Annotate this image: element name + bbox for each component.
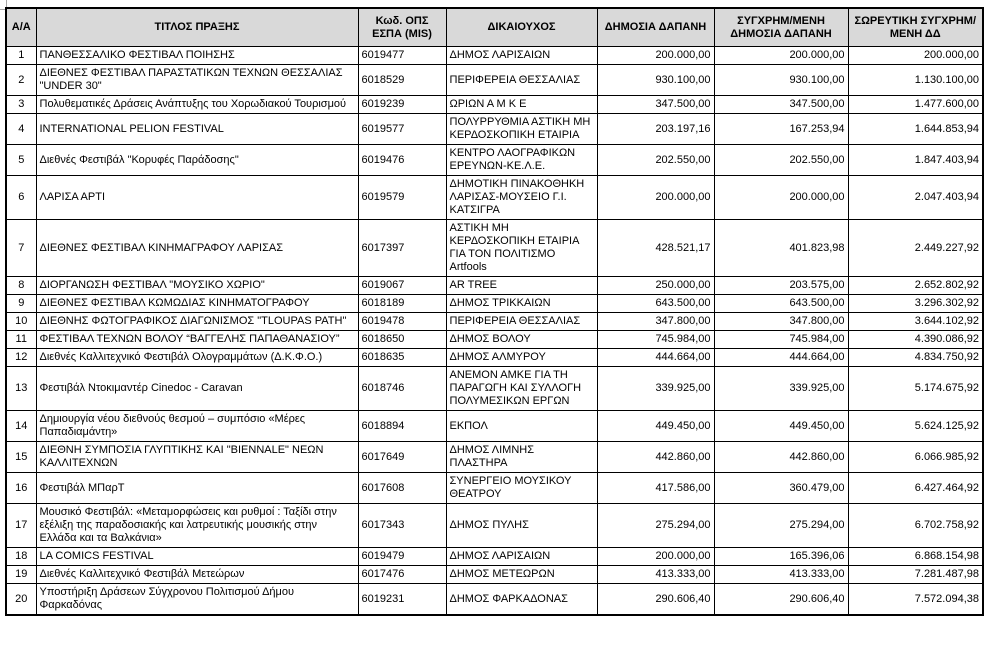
header-cell-mis: Κωδ. ΟΠΣ ΕΣΠΑ (MIS) xyxy=(358,8,446,47)
table-row xyxy=(6,367,983,411)
cell-mis-code: 6018529 xyxy=(358,65,446,96)
cell-index: 19 xyxy=(6,566,36,584)
cell-cofinanced-expense: 449.450,00 xyxy=(714,411,848,442)
cell-cofinanced-expense: 930.100,00 xyxy=(714,65,848,96)
cell-title: LA COMICS FESTIVAL xyxy=(36,548,358,566)
cell-public-expense: 290.606,40 xyxy=(597,584,714,616)
cell-public-expense: 930.100,00 xyxy=(597,65,714,96)
cell-index: 4 xyxy=(6,114,36,145)
cell-index: 18 xyxy=(6,548,36,566)
table-row xyxy=(6,331,983,349)
cell-mis-code: 6019067 xyxy=(358,277,446,295)
cell-title: Φεστιβάλ Ντοκιμαντέρ Cinedoc - Caravan xyxy=(36,367,358,411)
cell-mis-code: 6017649 xyxy=(358,442,446,473)
header-cell-beneficiary: ΔΙΚΑΙΟΥΧΟΣ xyxy=(446,8,597,47)
cell-index: 11 xyxy=(6,331,36,349)
cell-cumulative-cofinanced: 1.130.100,00 xyxy=(848,65,983,96)
projects-table xyxy=(5,7,984,616)
cell-mis-code: 6019231 xyxy=(358,584,446,616)
cell-cumulative-cofinanced: 4.390.086,92 xyxy=(848,331,983,349)
table-row xyxy=(6,65,983,96)
cell-index: 7 xyxy=(6,220,36,277)
cell-mis-code: 6019477 xyxy=(358,47,446,65)
cell-cofinanced-expense: 200.000,00 xyxy=(714,176,848,220)
cell-beneficiary: ΔΗΜΟΣ ΤΡΙΚΚΑΙΩΝ xyxy=(446,295,597,313)
header-cell-title: ΤΙΤΛΟΣ ΠΡΑΞΗΣ xyxy=(36,8,358,47)
cell-cumulative-cofinanced: 3.644.102,92 xyxy=(848,313,983,331)
cell-mis-code: 6019579 xyxy=(358,176,446,220)
cell-cumulative-cofinanced: 1.847.403,94 xyxy=(848,145,983,176)
cell-title: Μουσικό Φεστιβάλ: «Μεταμορφώσεις και ρυθμοί : Ταξίδι στην εξέλιξη της παραδοσιακής και λατρευτικής μουσικής στην Ελλάδα και τα Βαλκάνια» xyxy=(36,504,358,548)
cell-title: Δημιουργία νέου διεθνούς θεσμού – συμπόσιο «Μέρες Παπαδιαμάντη» xyxy=(36,411,358,442)
cell-title: ΔΙΕΘΝΕΣ ΦΕΣΤΙΒΑΛ ΠΑΡΑΣΤΑΤΙΚΩΝ ΤΕΧΝΩΝ ΘΕΣΣΑΛΙΑΣ "UNDER 30" xyxy=(36,65,358,96)
cell-index: 14 xyxy=(6,411,36,442)
cell-index: 10 xyxy=(6,313,36,331)
table-row xyxy=(6,548,983,566)
table-row xyxy=(6,349,983,367)
cell-beneficiary: ΠΟΛΥΡΡΥΘΜΙΑ ΑΣΤΙΚΗ ΜΗ ΚΕΡΔΟΣΚΟΠΙΚΗ ΕΤΑΙΡΙΑ xyxy=(446,114,597,145)
cell-beneficiary: ΚΕΝΤΡΟ ΛΑΟΓΡΑΦΙΚΩΝ ΕΡΕΥΝΩΝ-ΚΕ.Λ.Ε. xyxy=(446,145,597,176)
cell-cumulative-cofinanced: 2.652.802,92 xyxy=(848,277,983,295)
cell-cumulative-cofinanced: 1.644.853,94 xyxy=(848,114,983,145)
cell-title: ΠΑΝΘΕΣΣΑΛΙΚΟ ΦΕΣΤΙΒΑΛ ΠΟΙΗΣΗΣ xyxy=(36,47,358,65)
cell-beneficiary: ΔΗΜΟΣ ΛΑΡΙΣΑΙΩΝ xyxy=(446,47,597,65)
cell-title: ΛΑΡΙΣΑ ΑΡΤΙ xyxy=(36,176,358,220)
cell-mis-code: 6019479 xyxy=(358,548,446,566)
cell-cumulative-cofinanced: 7.281.487,98 xyxy=(848,566,983,584)
cell-index: 8 xyxy=(6,277,36,295)
cell-cofinanced-expense: 413.333,00 xyxy=(714,566,848,584)
cell-beneficiary: ΔΗΜΟΣ ΜΕΤΕΩΡΩΝ xyxy=(446,566,597,584)
cell-beneficiary: ΩΡΙΩΝ Α Μ Κ Ε xyxy=(446,96,597,114)
cell-mis-code: 6018894 xyxy=(358,411,446,442)
table-row xyxy=(6,220,983,277)
cell-cumulative-cofinanced: 6.427.464,92 xyxy=(848,473,983,504)
document-page xyxy=(5,7,984,616)
cell-mis-code: 6018189 xyxy=(358,295,446,313)
cell-index: 15 xyxy=(6,442,36,473)
cell-index: 16 xyxy=(6,473,36,504)
cell-cumulative-cofinanced: 7.572.094,38 xyxy=(848,584,983,616)
cell-title: ΔΙΟΡΓΑΝΩΣΗ ΦΕΣΤΙΒΑΛ "ΜΟΥΣΙΚΟ ΧΩΡΙΟ" xyxy=(36,277,358,295)
cell-index: 3 xyxy=(6,96,36,114)
cell-title: ΔΙΕΘΝΕΣ ΦΕΣΤΙΒΑΛ ΚΩΜΩΔΙΑΣ ΚΙΝΗΜΑΤΟΓΡΑΦΟΥ xyxy=(36,295,358,313)
cell-title: Διεθνές Καλλιτεχνικό Φεστιβάλ Ολογραμμάτων (Δ.Κ.Φ.Ο.) xyxy=(36,349,358,367)
table-row xyxy=(6,277,983,295)
table-row xyxy=(6,566,983,584)
cell-title: ΔΙΕΘΝΕΣ ΦΕΣΤΙΒΑΛ ΚΙΝΗΜΑΓΡΑΦΟΥ ΛΑΡΙΣΑΣ xyxy=(36,220,358,277)
cell-mis-code: 6019478 xyxy=(358,313,446,331)
cell-public-expense: 347.500,00 xyxy=(597,96,714,114)
cell-index: 2 xyxy=(6,65,36,96)
cell-index: 5 xyxy=(6,145,36,176)
cell-mis-code: 6019476 xyxy=(358,145,446,176)
cell-cumulative-cofinanced: 200.000,00 xyxy=(848,47,983,65)
cell-title: Φεστιβάλ ΜΠαρΤ xyxy=(36,473,358,504)
cell-beneficiary: ΔΗΜΟΣ ΛΙΜΝΗΣ ΠΛΑΣΤΗΡΑ xyxy=(446,442,597,473)
cell-cofinanced-expense: 347.800,00 xyxy=(714,313,848,331)
cell-public-expense: 250.000,00 xyxy=(597,277,714,295)
cell-mis-code: 6018746 xyxy=(358,367,446,411)
cell-cumulative-cofinanced: 6.066.985,92 xyxy=(848,442,983,473)
cell-mis-code: 6019577 xyxy=(358,114,446,145)
table-header xyxy=(6,8,983,47)
cell-cumulative-cofinanced: 5.624.125,92 xyxy=(848,411,983,442)
cell-beneficiary: ΔΗΜΟΣ ΑΛΜΥΡΟΥ xyxy=(446,349,597,367)
cell-mis-code: 6017397 xyxy=(358,220,446,277)
cell-cumulative-cofinanced: 6.702.758,92 xyxy=(848,504,983,548)
cell-cumulative-cofinanced: 4.834.750,92 xyxy=(848,349,983,367)
cell-title: ΦΕΣΤΙΒΑΛ ΤΕΧΝΩΝ ΒΟΛΟΥ “ΒΑΓΓΕΛΗΣ ΠΑΠΑΘΑΝΑΣΙΟΥ” xyxy=(36,331,358,349)
cell-title: ΔΙΕΘΝΗ ΣΥΜΠΟΣΙΑ ΓΛΥΠΤΙΚΗΣ ΚΑΙ "BIENNALE" ΝΕΩΝ ΚΑΛΛΙΤΕΧΝΩΝ xyxy=(36,442,358,473)
cell-beneficiary: ΑΣΤΙΚΗ ΜΗ ΚΕΡΔΟΣΚΟΠΙΚΗ ΕΤΑΙΡΙΑ ΓΙΑ ΤΟΝ ΠΟΛΙΤΙΣΜΟ Artfools xyxy=(446,220,597,277)
cell-cofinanced-expense: 442.860,00 xyxy=(714,442,848,473)
cell-title: INTERNATIONAL PELION FESTIVAL xyxy=(36,114,358,145)
cell-public-expense: 202.550,00 xyxy=(597,145,714,176)
cell-cumulative-cofinanced: 1.477.600,00 xyxy=(848,96,983,114)
cell-title: Διεθνές Φεστιβάλ "Κορυφές Παράδοσης" xyxy=(36,145,358,176)
cell-beneficiary: ΔΗΜΟΣ ΛΑΡΙΣΑΙΩΝ xyxy=(446,548,597,566)
cell-public-expense: 339.925,00 xyxy=(597,367,714,411)
header-cell-cumulative-cofinanced: ΣΩΡΕΥΤΙΚΗ ΣΥΓΧΡΗΜ/ΜΕΝΗ ΔΔ xyxy=(848,8,983,47)
cell-cofinanced-expense: 200.000,00 xyxy=(714,47,848,65)
table-row xyxy=(6,295,983,313)
cell-title: Υποστήριξη Δράσεων Σύγχρονου Πολιτισμού Δήμου Φαρκαδόνας xyxy=(36,584,358,616)
cell-cofinanced-expense: 347.500,00 xyxy=(714,96,848,114)
header-row xyxy=(6,8,983,47)
cell-cofinanced-expense: 165.396,06 xyxy=(714,548,848,566)
cell-index: 13 xyxy=(6,367,36,411)
cell-beneficiary: ΔΗΜΟΣ ΠΥΛΗΣ xyxy=(446,504,597,548)
cell-cumulative-cofinanced: 2.449.227,92 xyxy=(848,220,983,277)
cell-public-expense: 442.860,00 xyxy=(597,442,714,473)
cell-mis-code: 6018635 xyxy=(358,349,446,367)
cell-index: 17 xyxy=(6,504,36,548)
cell-beneficiary: ΔΗΜΟΣ ΒΟΛΟΥ xyxy=(446,331,597,349)
cell-cofinanced-expense: 401.823,98 xyxy=(714,220,848,277)
cell-beneficiary: ΔΗΜΟΤΙΚΗ ΠΙΝΑΚΟΘΗΚΗ ΛΑΡΙΣΑΣ-ΜΟΥΣΕΙΟ Γ.Ι. ΚΑΤΣΙΓΡΑ xyxy=(446,176,597,220)
cell-mis-code: 6019239 xyxy=(358,96,446,114)
table-body xyxy=(6,47,983,616)
table-row xyxy=(6,114,983,145)
cell-cofinanced-expense: 643.500,00 xyxy=(714,295,848,313)
table-row xyxy=(6,145,983,176)
cell-cofinanced-expense: 360.479,00 xyxy=(714,473,848,504)
cell-title: Πολυθεματικές Δράσεις Ανάπτυξης του Χορωδιακού Τουρισμού xyxy=(36,96,358,114)
cell-index: 1 xyxy=(6,47,36,65)
table-row xyxy=(6,504,983,548)
header-cell-index: Α/Α xyxy=(6,8,36,47)
cell-cofinanced-expense: 339.925,00 xyxy=(714,367,848,411)
cell-beneficiary: ΣΥΝΕΡΓΕΙΟ ΜΟΥΣΙΚΟΥ ΘΕΑΤΡΟΥ xyxy=(446,473,597,504)
cell-public-expense: 449.450,00 xyxy=(597,411,714,442)
table-row xyxy=(6,96,983,114)
cell-title: ΔΙΕΘΝΗΣ ΦΩΤΟΓΡΑΦΙΚΟΣ ΔΙΑΓΩΝΙΣΜΟΣ "TLOUPAS PATH" xyxy=(36,313,358,331)
cell-public-expense: 745.984,00 xyxy=(597,331,714,349)
table-row xyxy=(6,442,983,473)
cell-cumulative-cofinanced: 3.296.302,92 xyxy=(848,295,983,313)
cell-public-expense: 428.521,17 xyxy=(597,220,714,277)
cell-cofinanced-expense: 167.253,94 xyxy=(714,114,848,145)
cell-public-expense: 203.197,16 xyxy=(597,114,714,145)
cell-cofinanced-expense: 745.984,00 xyxy=(714,331,848,349)
cell-mis-code: 6017476 xyxy=(358,566,446,584)
table-row xyxy=(6,176,983,220)
cell-public-expense: 643.500,00 xyxy=(597,295,714,313)
cell-beneficiary: AR TREE xyxy=(446,277,597,295)
cell-cofinanced-expense: 444.664,00 xyxy=(714,349,848,367)
cell-public-expense: 200.000,00 xyxy=(597,548,714,566)
cell-cumulative-cofinanced: 6.868.154,98 xyxy=(848,548,983,566)
cell-index: 12 xyxy=(6,349,36,367)
cell-cofinanced-expense: 275.294,00 xyxy=(714,504,848,548)
cell-index: 20 xyxy=(6,584,36,616)
header-cell-public-expense: ΔΗΜΟΣΙΑ ΔΑΠΑΝΗ xyxy=(597,8,714,47)
table-row xyxy=(6,584,983,616)
cell-public-expense: 444.664,00 xyxy=(597,349,714,367)
cell-index: 6 xyxy=(6,176,36,220)
table-row xyxy=(6,313,983,331)
cell-public-expense: 347.800,00 xyxy=(597,313,714,331)
cell-cofinanced-expense: 290.606,40 xyxy=(714,584,848,616)
cell-beneficiary: ΕΚΠΟΛ xyxy=(446,411,597,442)
cell-beneficiary: ΠΕΡΙΦΕΡΕΙΑ ΘΕΣΣΑΛΙΑΣ xyxy=(446,313,597,331)
cell-beneficiary: ΑΝΕΜΟΝ ΑΜΚΕ ΓΙΑ ΤΗ ΠΑΡΑΓΩΓΗ ΚΑΙ ΣΥΛΛΟΓΗ ΠΟΛΥΜΕΣΙΚΩΝ ΕΡΓΩΝ xyxy=(446,367,597,411)
cell-cofinanced-expense: 203.575,00 xyxy=(714,277,848,295)
cell-index: 9 xyxy=(6,295,36,313)
table-row xyxy=(6,411,983,442)
cell-cumulative-cofinanced: 5.174.675,92 xyxy=(848,367,983,411)
cell-beneficiary: ΠΕΡΙΦΕΡΕΙΑ ΘΕΣΣΑΛΙΑΣ xyxy=(446,65,597,96)
cell-cofinanced-expense: 202.550,00 xyxy=(714,145,848,176)
cell-mis-code: 6017608 xyxy=(358,473,446,504)
cell-mis-code: 6017343 xyxy=(358,504,446,548)
cell-mis-code: 6018650 xyxy=(358,331,446,349)
cell-public-expense: 413.333,00 xyxy=(597,566,714,584)
table-row xyxy=(6,473,983,504)
cell-public-expense: 275.294,00 xyxy=(597,504,714,548)
cell-title: Διεθνές Καλλιτεχνικό Φεστιβάλ Μετεώρων xyxy=(36,566,358,584)
table-row xyxy=(6,47,983,65)
cell-beneficiary: ΔΗΜΟΣ ΦΑΡΚΑΔΟΝΑΣ xyxy=(446,584,597,616)
cell-public-expense: 417.586,00 xyxy=(597,473,714,504)
cell-public-expense: 200.000,00 xyxy=(597,47,714,65)
cell-cumulative-cofinanced: 2.047.403,94 xyxy=(848,176,983,220)
cell-public-expense: 200.000,00 xyxy=(597,176,714,220)
header-cell-cofinanced-expense: ΣΥΓΧΡΗΜ/ΜΕΝΗ ΔΗΜΟΣΙΑ ΔΑΠΑΝΗ xyxy=(714,8,848,47)
